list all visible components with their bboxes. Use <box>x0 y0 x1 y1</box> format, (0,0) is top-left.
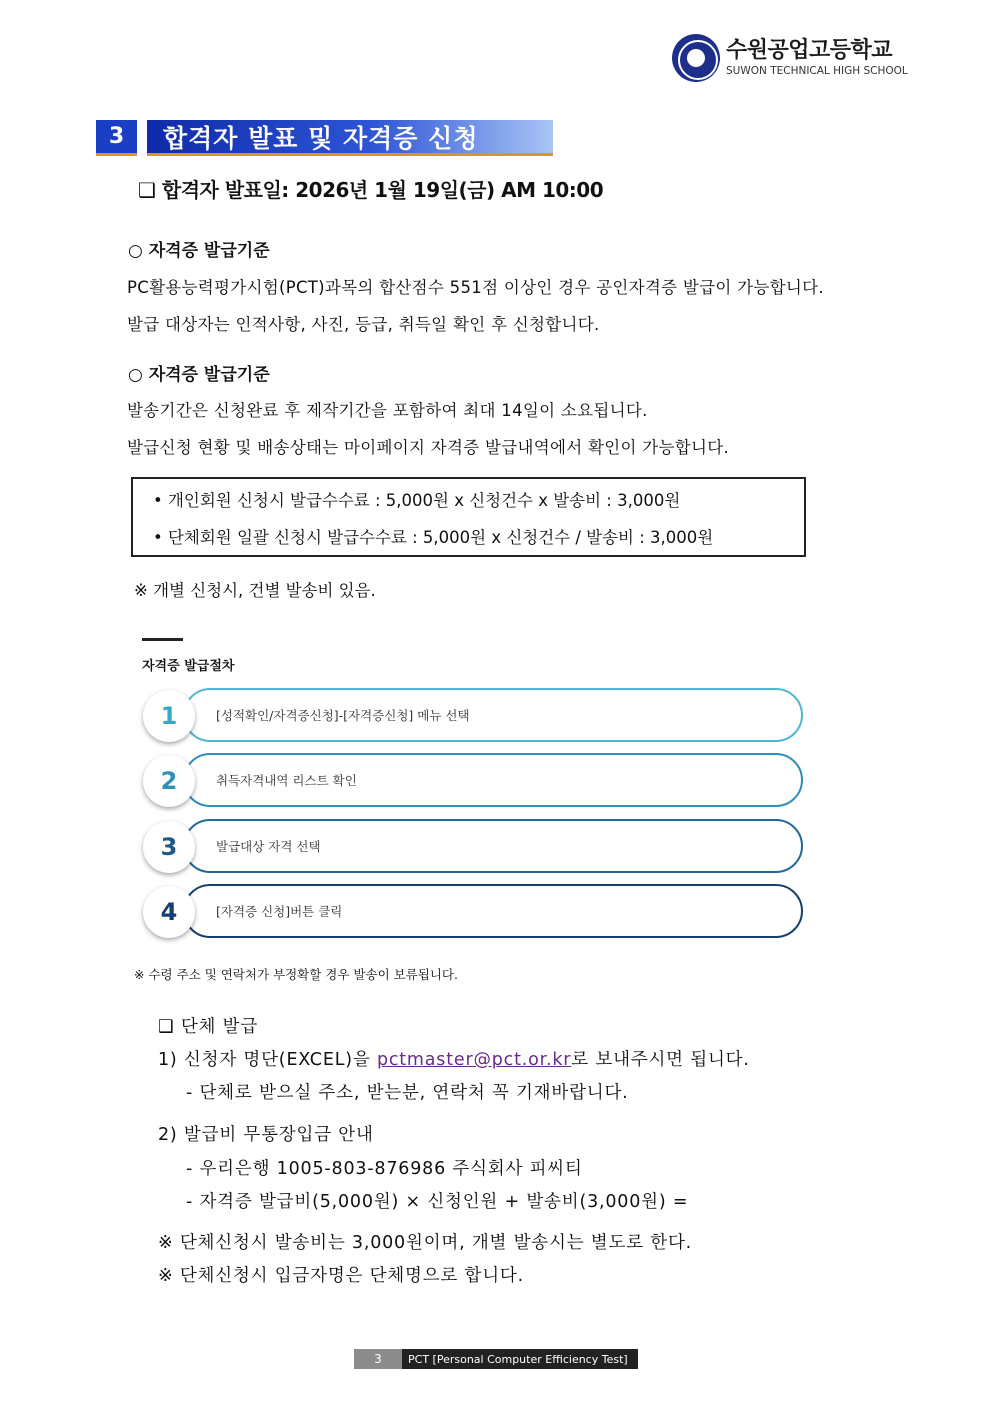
footer-text: PCT [Personal Computer Efficiency Test] <box>402 1349 638 1369</box>
criteria-1-line-2: 발급 대상자는 인적사항, 사진, 등급, 취득일 확인 후 신청합니다. <box>127 315 600 334</box>
page-footer <box>354 1349 638 1369</box>
criteria-1-line-1: PC활용능력평가시험(PCT)과목의 합산점수 551점 이상인 경우 공인자격증 발급이 가능합니다. <box>127 278 824 297</box>
school-logo <box>672 30 912 86</box>
step-number: 2 <box>143 755 195 807</box>
school-seal-icon <box>672 34 720 82</box>
process-title-bar <box>142 638 183 641</box>
email-link[interactable]: pctmaster@pct.or.kr <box>376 1050 572 1070</box>
process-step-2 <box>143 753 803 807</box>
group-issue-heading: ❑ 단체 발급 <box>158 1017 259 1037</box>
group-issue-item-1-sub: - 단체로 받으실 주소, 받는분, 연락처 꼭 기재바랍니다. <box>186 1083 629 1103</box>
step-label: 발급대상 자격 선택 <box>216 839 321 854</box>
fee-box <box>131 477 806 557</box>
delivery-note: ※ 수령 주소 및 연락처가 부정확할 경우 발송이 보류됩니다. <box>134 967 458 982</box>
process-step-4 <box>143 884 803 938</box>
step-label: [성적확인/자격증신청]-[자격증신청] 메뉴 선택 <box>216 708 470 723</box>
criteria-heading-2: ○ 자격증 발급기준 <box>128 365 270 385</box>
group-note-1: ※ 단체신청시 발송비는 3,000원이며, 개별 발송시는 별도로 한다. <box>158 1233 693 1253</box>
bank-account: - 우리은행 1005-803-876986 주식회사 피씨티 <box>186 1159 583 1179</box>
fee-note: ※ 개별 신청시, 건별 발송비 있음. <box>134 581 376 600</box>
step-number: 4 <box>143 886 195 938</box>
item-1-prefix: 1) 신청자 명단(EXCEL)을 <box>158 1050 377 1070</box>
fee-group: • 단체회원 일괄 신청시 발급수수료 : 5,000원 x 신청건수 / 발송비 : 3,000원 <box>153 528 714 547</box>
page-number: 3 <box>354 1349 402 1369</box>
step-label: 취득자격내역 리스트 확인 <box>216 773 357 788</box>
step-number: 3 <box>143 821 195 873</box>
school-name-en: SUWON TECHNICAL HIGH SCHOOL <box>726 65 908 77</box>
criteria-heading-1: ○ 자격증 발급기준 <box>128 241 270 261</box>
criteria-2-line-2: 발급신청 현황 및 배송상태는 마이페이지 자격증 발급내역에서 확인이 가능합니다. <box>127 438 730 457</box>
criteria-2-line-1: 발송기간은 신청완료 후 제작기간을 포함하여 최대 14일이 소요됩니다. <box>127 401 648 420</box>
step-label: [자격증 신청]버튼 클릭 <box>216 904 343 919</box>
process-step-3 <box>143 819 803 873</box>
process-title: 자격증 발급절차 <box>142 659 235 674</box>
section-number: 3 <box>96 120 137 156</box>
fee-individual: • 개인회원 신청시 발급수수료 : 5,000원 x 신청건수 x 발송비 : 3,000원 <box>153 491 681 510</box>
group-issue-item-1 <box>158 1046 750 1071</box>
school-name-ko: 수원공업고등학교 <box>726 38 893 63</box>
group-issue-item-2: 2) 발급비 무통장입금 안내 <box>158 1125 374 1145</box>
group-note-2: ※ 단체신청시 입금자명은 단체명으로 합니다. <box>158 1266 524 1286</box>
section-title: 합격자 발표 및 자격증 신청 <box>147 120 553 156</box>
fee-formula: - 자격증 발급비(5,000원) × 신청인원 + 발송비(3,000원) = <box>186 1192 689 1212</box>
announcement-date: ❑ 합격자 발표일: 2026년 1월 19일(금) AM 10:00 <box>138 178 604 202</box>
step-number: 1 <box>143 690 195 742</box>
item-1-suffix: 로 보내주시면 됩니다. <box>571 1050 750 1070</box>
process-step-1 <box>143 688 803 742</box>
